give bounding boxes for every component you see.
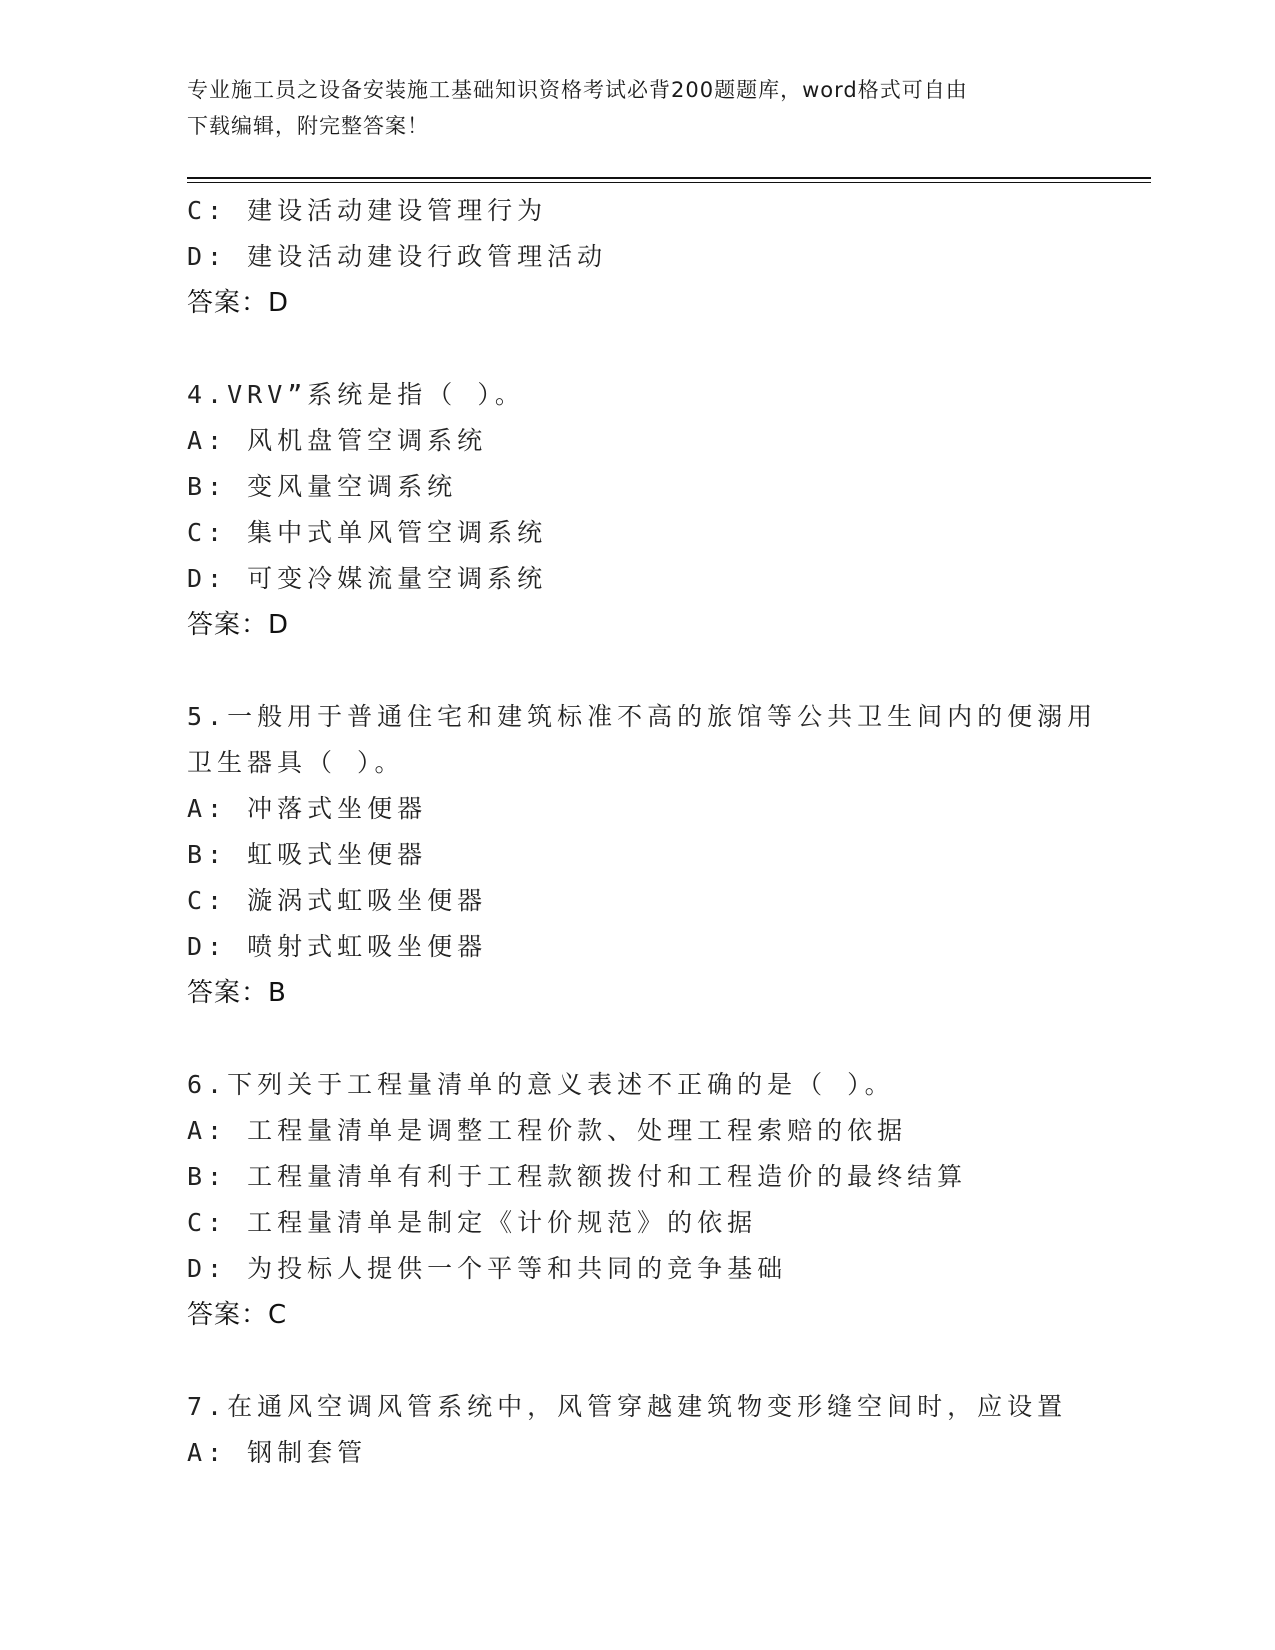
q4-option-b: B: 变风量空调系统 xyxy=(187,472,458,501)
header-divider-thick xyxy=(187,177,1151,179)
q5-answer: 答案：B xyxy=(187,978,287,1008)
q5-option-d: D: 喷射式虹吸坐便器 xyxy=(187,932,488,961)
header-divider-thin xyxy=(187,182,1151,183)
q4-option-c: C: 集中式单风管空调系统 xyxy=(187,518,548,547)
question-4 xyxy=(187,372,1087,648)
q5-question-line-2: 卫生器具（ ）。 xyxy=(187,748,405,777)
header-line-1: 专业施工员之设备安装施工基础知识资格考试必背200题题库，word格式可自由 xyxy=(187,78,968,102)
page-header xyxy=(187,72,1067,144)
q6-question: 6.下列关于工程量清单的意义表述不正确的是（ ）。 xyxy=(187,1070,895,1099)
q5-option-a: A: 冲落式坐便器 xyxy=(187,794,428,823)
q4-question: 4.VRV”系统是指（ ）。 xyxy=(187,380,525,409)
spacer xyxy=(187,1016,1087,1062)
spacer xyxy=(187,326,1087,372)
document-body xyxy=(187,188,1098,1476)
q3-option-d: D: 建设活动建设行政管理活动 xyxy=(187,242,608,271)
q6-option-b: B: 工程量清单有利于工程款额拨付和工程造价的最终结算 xyxy=(187,1162,968,1191)
q3-option-c: C: 建设活动建设管理行为 xyxy=(187,196,548,225)
q6-option-c: C: 工程量清单是制定《计价规范》的依据 xyxy=(187,1208,758,1237)
q6-option-a: A: 工程量清单是调整工程价款、处理工程索赔的依据 xyxy=(187,1116,908,1145)
q4-option-a: A: 风机盘管空调系统 xyxy=(187,426,488,455)
q5-option-b: B: 虹吸式坐便器 xyxy=(187,840,428,869)
q6-option-d: D: 为投标人提供一个平等和共同的竞争基础 xyxy=(187,1254,788,1283)
question-3 xyxy=(187,188,1087,326)
q4-option-d: D: 可变冷媒流量空调系统 xyxy=(187,564,548,593)
q6-answer: 答案：C xyxy=(187,1300,288,1330)
question-6 xyxy=(187,1062,1087,1338)
q5-question-line-1: 5.一般用于普通住宅和建筑标准不高的旅馆等公共卫生间内的便溺用 xyxy=(187,702,1098,731)
q7-option-a: A: 钢制套管 xyxy=(187,1438,368,1467)
spacer xyxy=(187,1338,1087,1384)
q5-option-c: C: 漩涡式虹吸坐便器 xyxy=(187,886,488,915)
q7-question: 7.在通风空调风管系统中，风管穿越建筑物变形缝空间时，应设置 xyxy=(187,1392,1068,1421)
question-7 xyxy=(187,1384,1087,1476)
question-5 xyxy=(187,694,1098,1016)
spacer xyxy=(187,648,1087,694)
header-line-2: 下载编辑，附完整答案！ xyxy=(187,114,429,138)
q4-answer: 答案：D xyxy=(187,610,290,640)
q3-answer: 答案：D xyxy=(187,288,290,318)
